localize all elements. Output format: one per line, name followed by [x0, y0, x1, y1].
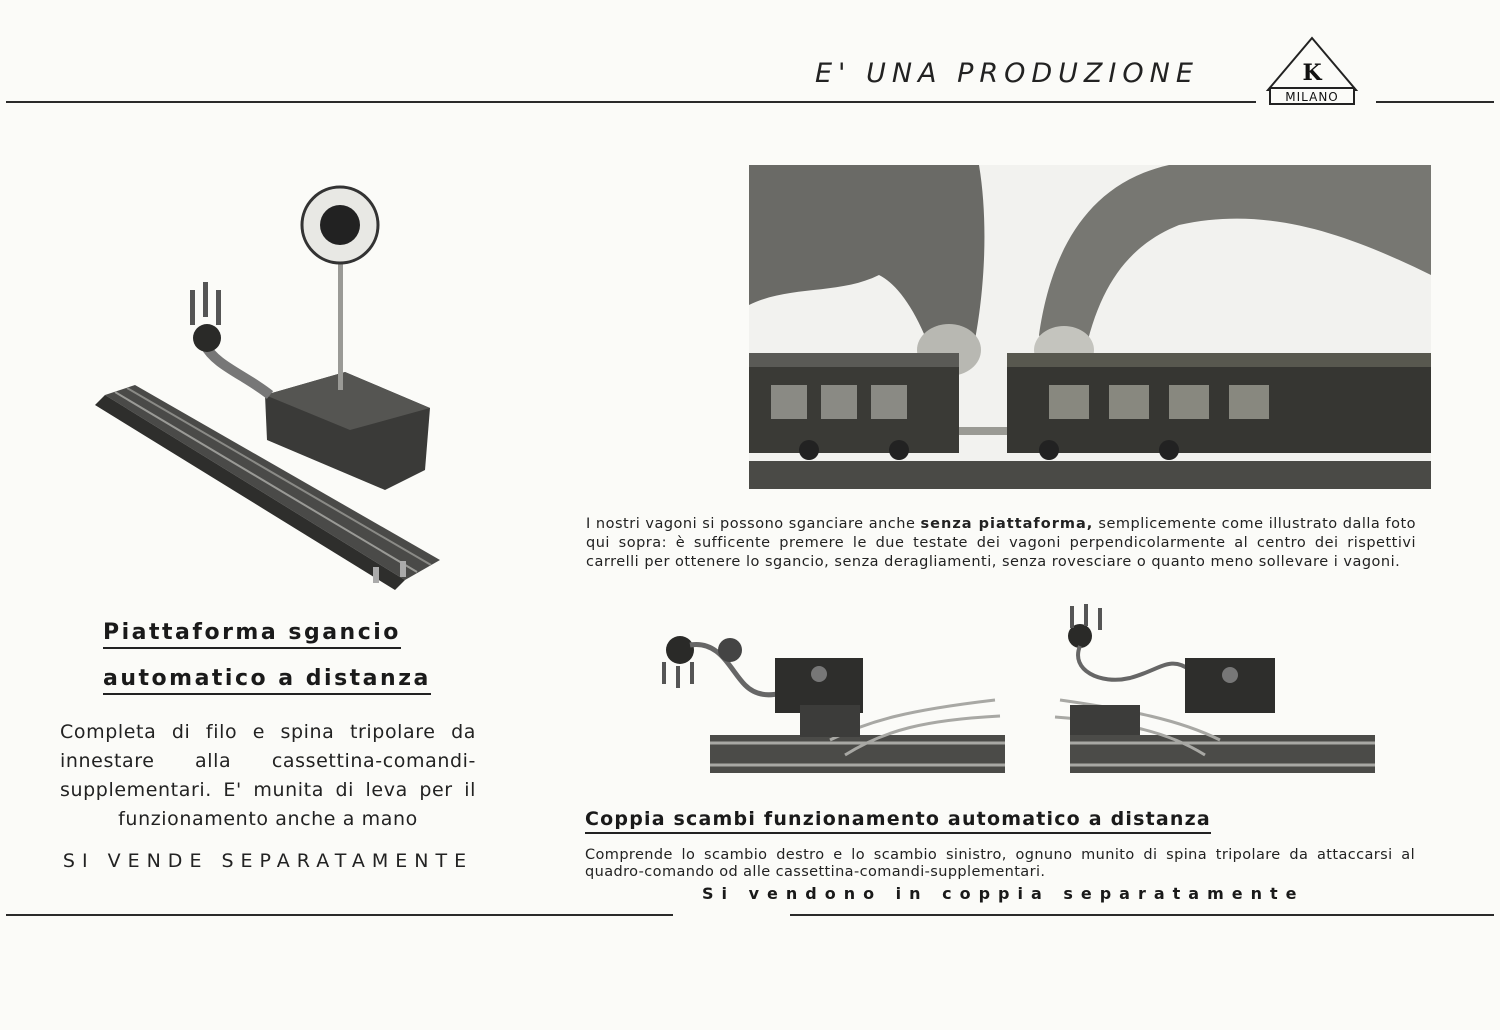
platform-heading-line1: Piattaforma sgancio — [103, 620, 401, 649]
platform-availability: SI VENDE SEPARATAMENTE — [62, 850, 474, 872]
logo-letter: K — [1302, 60, 1322, 86]
top-rule-left — [6, 101, 1256, 103]
header-title: E' UNA PRODUZIONE — [815, 58, 1199, 89]
top-rule-right — [1376, 101, 1494, 103]
switches-heading: Coppia scambi funzionamento automatico a distanza — [585, 808, 1211, 834]
bottom-rule-right — [790, 914, 1494, 916]
platform-heading-line2: automatico a distanza — [103, 666, 431, 695]
platform-description: Completa di filo e spina tripolare da innestare alla cassettina-comandi-supplementari. E' munita di leva per il funzionamento anche a mano — [60, 721, 476, 830]
coupling-photo — [749, 165, 1431, 489]
switches-availability: Si vendono in coppia separatamente — [702, 884, 1305, 903]
left-switch-photo — [1040, 600, 1375, 785]
right-switch-photo — [650, 610, 1005, 785]
company-logo — [1264, 36, 1360, 108]
coupling-text-after: semplicemente come illustrato dalla foto qui sopra: è sufficente premere le due testate dei vagoni perpendicolarmente al centro dei rispettivi carrelli per ottenere lo sgancio, senza deragliamenti, senza rovesciare o quanto meno sollevare i vagoni. — [586, 516, 1417, 570]
uncoupling-platform-photo — [95, 180, 455, 590]
bottom-rule-left — [6, 914, 673, 916]
coupling-text-before: I nostri vagoni si possono sganciare anche — [586, 516, 921, 532]
logo-city: MILANO — [1285, 90, 1339, 104]
coupling-paragraph — [586, 515, 1416, 572]
coupling-text-bold: senza piattaforma, — [920, 516, 1094, 532]
switches-description: Comprende lo scambio destro e lo scambio sinistro, ognuno munito di spina tripolare da attaccarsi al quadro-comando od alle cassettina-comandi-supplementari. — [585, 847, 1415, 880]
